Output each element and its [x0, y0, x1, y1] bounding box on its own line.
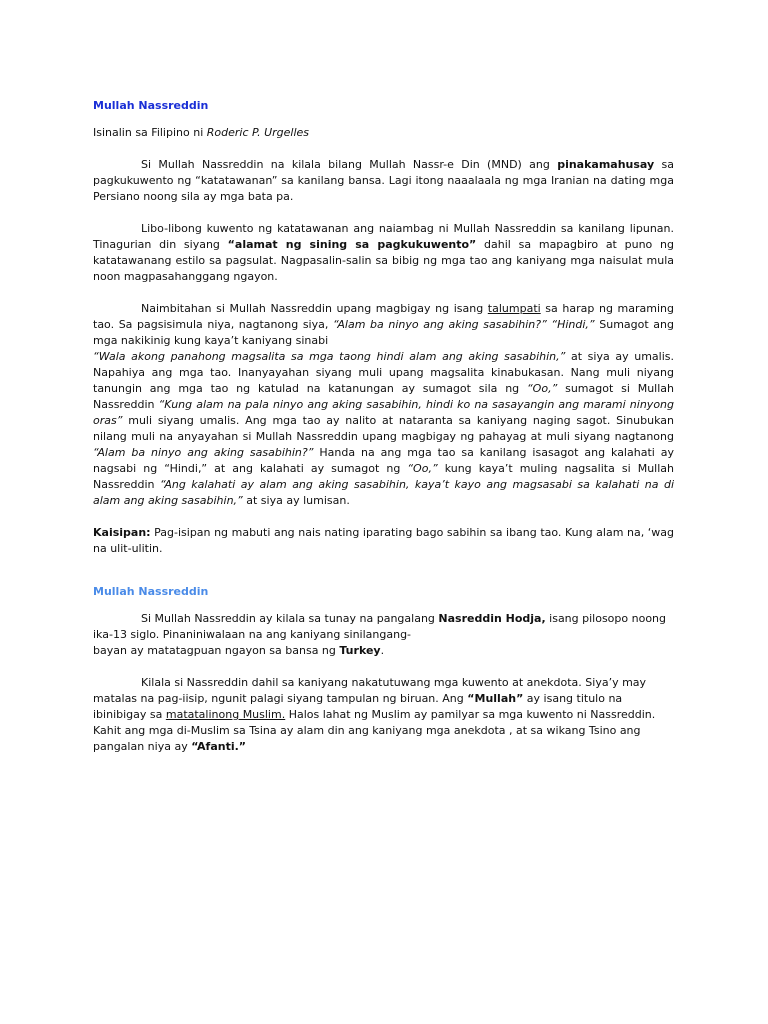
translation-prefix: Isinalin sa Filipino ni — [93, 126, 207, 139]
text-run: . — [380, 644, 385, 657]
text-run: dahil sa mapagbiro at puno ng katatawanang estilo sa pagsulat. Nagpasalin-salin sa bibig ng mga tao ang kaniyang mga naisulat mula noon magpasahanggang ngayon. — [93, 238, 674, 283]
section-2-paragraph-1-continued — [93, 643, 674, 659]
spacer — [93, 205, 674, 221]
underlined-link-text: talumpati — [487, 302, 541, 315]
bold-text: “alamat ng sining sa pagkukuwento” — [227, 238, 477, 251]
bold-text: pinakamahusay — [557, 158, 655, 171]
text-run: Pag-isipan ng mabuti ang nais nating iparating bago sabihin sa ibang tao. Kung alam na, ‘wag na ulit-ulitin. — [93, 526, 674, 555]
underlined-link-text: matatalinong Muslim. — [165, 708, 286, 721]
italic-quote: “Wala akong panahong magsalita sa mga taong hindi alam ang aking sasabihin,” — [93, 350, 566, 363]
text-run: Si Mullah Nassreddin na kilala bilang Mullah Nassr-e Din (MND) ang — [141, 158, 558, 171]
text-run: at siya ay umalis. Napahiya ang mga tao. Inanyayahan siyang muli upang magsalita kinabukasan. Nang muli niyang tanungin ang mga tao ng katulad na katanungan ay sumagot sila ng — [93, 350, 674, 395]
kaisipan-paragraph — [93, 525, 674, 557]
bold-text: Nasreddin Hodja, — [438, 612, 546, 625]
text-run: isang pilosopo noong ika-13 siglo. Pinaniniwalaan na ang kaniyang sinilangang- — [93, 612, 667, 641]
text-run: Kilala si Nassreddin dahil sa kaniyang nakatutuwang mga kuwento at anekdota. Siya’y may matalas na pag-iisip, ngunit palagi siyang tampulan ng biruan. Ang — [93, 676, 647, 705]
spacer — [93, 659, 674, 675]
text-run: at siya ay lumisan. — [242, 494, 350, 507]
text-run: sa pagkukuwento ng “katatawanan” sa kanilang bansa. Lagi itong naaalaala ng mga Iranian na dating mga Persiano noong sila ay mga bata pa. — [93, 158, 675, 203]
paragraph-3-continued — [93, 349, 674, 509]
text-run: Handa na ang mga tao sa kanilang isasagot ang kalahati ay nagsabi ng “Hindi,” at ang kalahati ay sumagot ng — [93, 446, 674, 475]
paragraph-2 — [93, 221, 674, 285]
spacer — [93, 285, 674, 301]
paragraph-3 — [93, 301, 674, 349]
translation-credit — [93, 125, 674, 141]
translator-name: Roderic P. Urgelles — [206, 126, 310, 139]
text-run: ay isang titulo na ibinibigay sa — [93, 692, 623, 721]
section-2-title: Mullah Nassreddin — [93, 585, 209, 598]
text-run: Libo-libong kuwento ng katatawanan ang naiambag ni Mullah Nassreddin sa kanilang lipunan. Tinagurian din siyang — [93, 222, 674, 251]
text-run: Halos lahat ng Muslim ay pamilyar sa mga kuwento ni Nassreddin. Kahit ang mga di-Muslim sa Tsina ay alam din ang kaniyang mga anekdota , at sa wikang Tsino ang pangalan niya ay — [93, 708, 656, 753]
italic-quote: “Oo,” — [407, 462, 438, 475]
bold-text: Turkey — [339, 644, 381, 657]
italic-quote: “Kung alam na pala ninyo ang aking sasabihin, hindi ko na sasayangin ang marami ninyong oras” — [93, 398, 674, 427]
section-2-paragraph-1 — [93, 611, 674, 643]
kaisipan-label: Kaisipan: — [93, 526, 151, 539]
italic-quote: “Oo,” — [526, 382, 558, 395]
italic-quote: “Ang kalahati ay alam ang aking sasabihin, kaya’t kayo ang magsasabi sa kalahati na di alam ang aking sasabihin,” — [93, 478, 675, 507]
bold-text: “Mullah” — [467, 692, 524, 705]
paragraph-1 — [93, 157, 674, 205]
bold-text: “Afanti.” — [191, 740, 247, 753]
spacer — [93, 141, 674, 157]
text-run: muli siyang umalis. Ang mga tao ay nalito at nataranta sa kaniyang naging sagot. Sinubukan nilang muli na anyayahan si Mullah Nassreddin upang magbigay ng pahayag at muli siyang nagtanong — [93, 414, 674, 443]
italic-quote: “Alam ba ninyo ang aking sasabihin?” — [93, 446, 314, 459]
document-title: Mullah Nassreddin — [93, 99, 209, 112]
text-run: Si Mullah Nassreddin ay kilala sa tunay na pangalang — [141, 612, 439, 625]
text-run: sumagot si Mullah Nassreddin — [93, 382, 675, 411]
spacer — [93, 509, 674, 525]
text-run: sa harap ng maraming tao. Sa pagsisimula niya, nagtanong siya, — [93, 302, 674, 331]
italic-quote: “Alam ba ninyo ang aking sasabihin?” “Hindi,” — [332, 318, 595, 331]
text-run: bayan ay matatagpuan ngayon sa bansa ng — [93, 644, 340, 657]
text-run: Sumagot ang mga nakikinig kung kaya’t kaniyang sinabi — [93, 318, 674, 347]
text-run: Naimbitahan si Mullah Nassreddin upang magbigay ng isang — [141, 302, 488, 315]
text-run: kung kaya’t muling nagsalita si Mullah Nassreddin — [93, 462, 674, 491]
spacer — [93, 557, 674, 573]
section-2-paragraph-2 — [93, 675, 674, 755]
